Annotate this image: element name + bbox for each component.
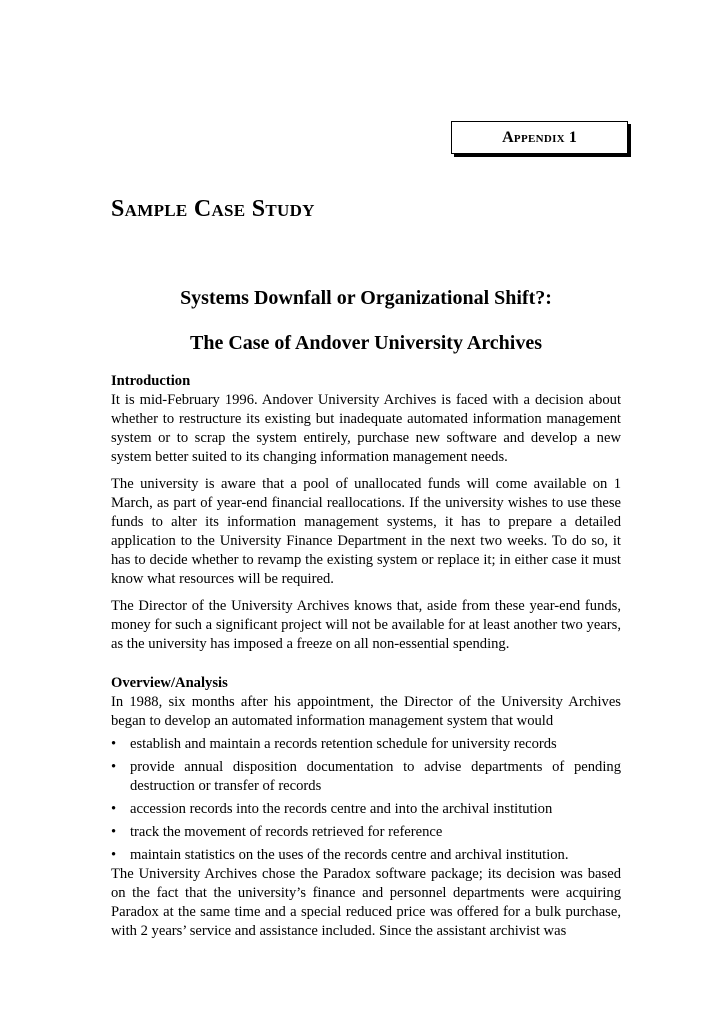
introduction-heading: Introduction — [111, 373, 191, 389]
list-item: • accession records into the records centre and into the archival institution — [111, 800, 621, 819]
intro-paragraph-1: It is mid-February 1996. Andover University Archives is faced with a decision about whether to restructure its existing but inadequate automated information management system or to scrap the system entirely, purchase new software and develop a new system better suited to its changing information management needs. — [111, 392, 621, 465]
list-item: • track the movement of records retrieved for reference — [111, 823, 621, 842]
page-title: Sample Case Study — [111, 196, 315, 222]
appendix-label: Appendix — [502, 128, 565, 146]
case-subtitle-2: The Case of Andover University Archives — [189, 332, 543, 354]
overview-heading: Overview/Analysis — [111, 675, 228, 691]
overview-bullet-list — [111, 735, 621, 865]
document-body — [111, 372, 621, 941]
intro-paragraph-2: The university is aware that a pool of unallocated funds will come available on 1 March, as part of year-end financial reallocations. If the university wishes to use these funds to alter its information management systems, it has to prepare a detailed application to the University Finance Department in the next two weeks. To do so, it has to decide whether to revamp the existing system or replace it; in either case it must know what resources will be required. — [111, 476, 621, 587]
list-item: • maintain statistics on the uses of the records centre and archival institution. — [111, 846, 621, 865]
appendix-number: 1 — [568, 128, 577, 146]
overview-closing-paragraph: The University Archives chose the Paradox software package; its decision was based on the fact that the university’s finance and personnel departments were acquiring Paradox at the same time and a special reduced price was offered for a bulk purchase, with 2 years’ service and assistance included. Since the assistant archivist was — [111, 866, 621, 939]
appendix-label-box — [451, 121, 628, 154]
overview-intro-paragraph: In 1988, six months after his appointment, the Director of the University Archives began to develop an automated information management system that would — [111, 694, 621, 729]
intro-paragraph-3: The Director of the University Archives knows that, aside from these year-end funds, money for such a significant project will not be available for at least another two years, as the university has imposed a freeze on all non-essential spending. — [111, 598, 621, 652]
list-item: • establish and maintain a records retention schedule for university records — [111, 735, 621, 754]
list-item: • provide annual disposition documentation to advise departments of pending destruction or transfer of records — [111, 758, 621, 796]
case-subtitle-1: Systems Downfall or Organizational Shift?: — [180, 287, 552, 309]
